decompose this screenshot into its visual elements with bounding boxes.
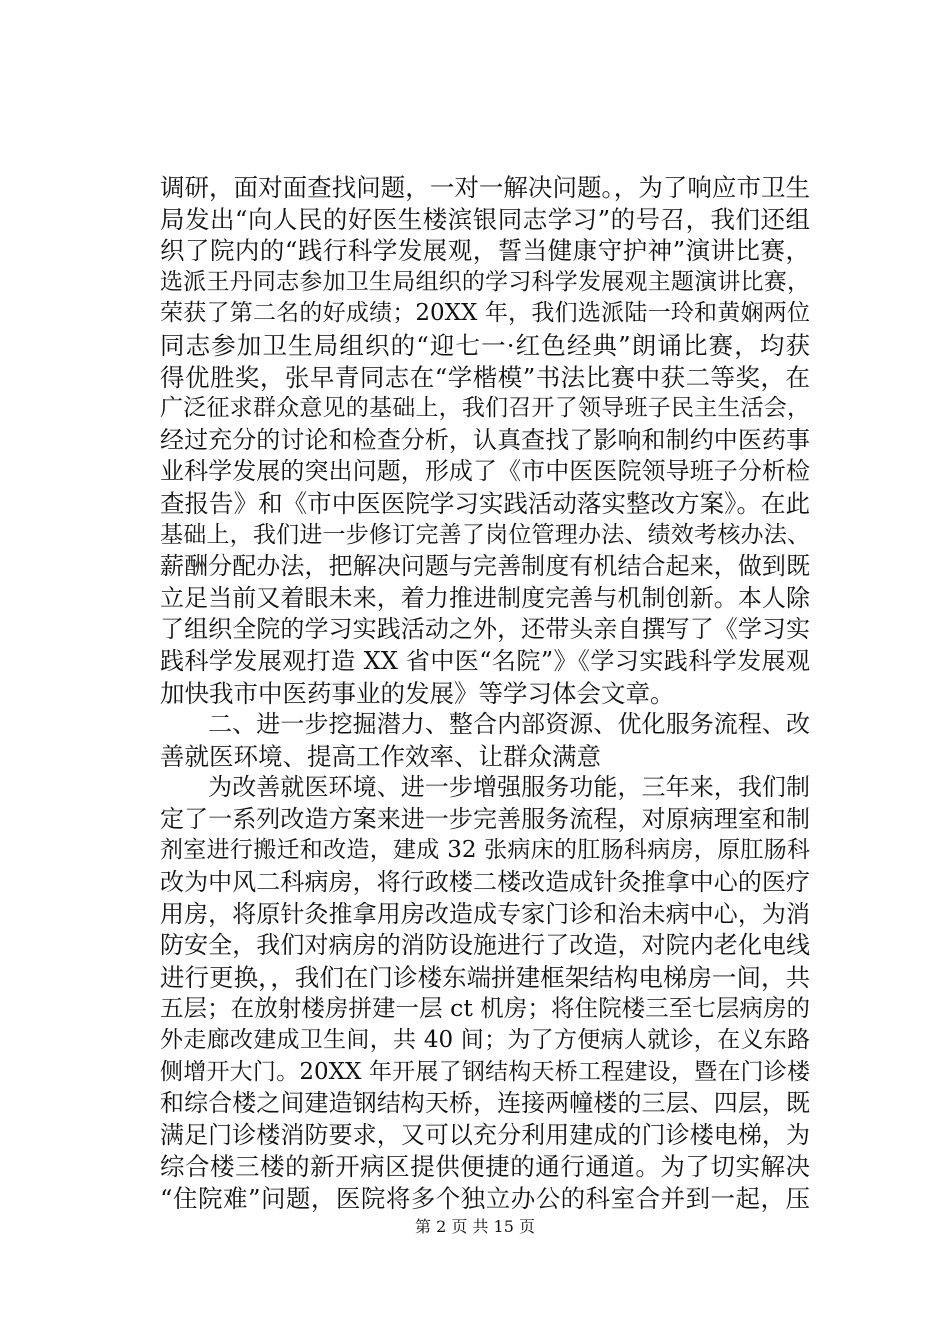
text-line: 得优胜奖，张早青同志在“学楷模”书法比赛中获二等奖，在	[160, 362, 810, 392]
text-line: 剂室进行搬迁和改造，建成 32 张病床的肛肠科病房，原肛肠科	[160, 837, 810, 864]
text-line: “住院难”问题，医院将多个独立办公的科室合并到一起，压	[160, 1184, 810, 1213]
text-line: 践科学发展观打造 XX 省中医“名院”》《学习实践科学发展观	[160, 646, 810, 675]
text-line: 用房，将原针灸推拿用房改造成专家门诊和治未病中心，为消	[160, 899, 810, 928]
text-line: 进行更换，，我们在门诊楼东端拼建框架结构电梯房一间，共	[160, 962, 810, 992]
text-line: 满足门诊楼消防要求，又可以充分利用建成的门诊楼电梯，为	[160, 1120, 810, 1149]
text-line: 综合楼三楼的新开病区提供便捷的通行通道。为了切实解决	[160, 1152, 810, 1182]
text-line: 调研，面对面查找问题，一对一解决问题。，为了响应市卫生	[160, 173, 810, 202]
text-line: 经过充分的讨论和检查分析，认真查找了影响和制约中医药事	[160, 425, 810, 454]
text-line: 同志参加卫生局组织的“迎七一·红色经典”朗诵比赛，均获	[160, 330, 810, 360]
text-line: 查报告》和《市中医医院学习实践活动落实整改方案》。在此	[160, 488, 810, 518]
text-line: 五层；在放射楼房拼建一层 ct 机房；将住院楼三至七层病房的	[160, 994, 810, 1023]
text-line: 侧增开大门。20XX 年开展了钢结构天桥工程建设，暨在门诊楼	[160, 1058, 810, 1085]
text-line: 外走廊改建成卫生间，共 40 间；为了方便病人就诊，在义东路	[160, 1027, 810, 1054]
text-line: 和综合楼之间建造钢结构天桥，连接两幢楼的三层、四层，既	[160, 1089, 810, 1118]
text-line: 广泛征求群众意见的基础上，我们召开了领导班子民主生活会，	[160, 395, 810, 422]
body-text	[160, 172, 810, 1215]
text-line: 二、进一步挖掘潜力、整合内部资源、优化服务流程、改	[160, 710, 810, 739]
text-line: 业科学发展的突出问题，形成了《市中医医院领导班子分析检	[160, 457, 810, 486]
text-line: 加快我市中医药事业的发展》等学习体会文章。	[160, 678, 675, 708]
text-line: 改为中风二科病房，将行政楼二楼改造成针灸推拿中心的医疗	[160, 868, 810, 897]
text-line: 基础上，我们进一步修订完善了岗位管理办法、绩效考核办法、	[160, 521, 810, 548]
page-footer: 第 2 页 共 15 页	[415, 1217, 535, 1236]
text-line: 织了院内的“践行科学发展观，誓当健康守护神”演讲比赛，	[160, 236, 810, 266]
text-line: 薪酬分配办法，把解决问题与完善制度有机结合起来，做到既	[160, 552, 810, 581]
text-line: 选派王丹同志参加卫生局组织的学习科学发展观主题演讲比赛，	[160, 268, 810, 295]
text-line: 荣获了第二名的好成绩；20XX 年，我们选派陆一玲和黄娴两位	[160, 300, 810, 327]
text-line: 为改善就医环境、进一步增强服务功能，三年来，我们制	[160, 773, 810, 802]
text-line: 了组织全院的学习实践活动之外，还带头亲自撰写了《学习实	[160, 615, 810, 644]
text-line: 善就医环境、提高工作效率、让群众满意	[160, 741, 601, 771]
text-line: 定了一系列改造方案来进一步完善服务流程，对原病理室和制	[160, 804, 810, 833]
text-line: 局发出“向人民的好医生楼滨银同志学习”的号召，我们还组	[160, 204, 810, 234]
text-line: 防安全，我们对病房的消防设施进行了改造，对院内老化电线	[160, 931, 810, 960]
text-line: 立足当前又着眼未来，着力推进制度完善与机制创新。本人除	[160, 583, 810, 612]
